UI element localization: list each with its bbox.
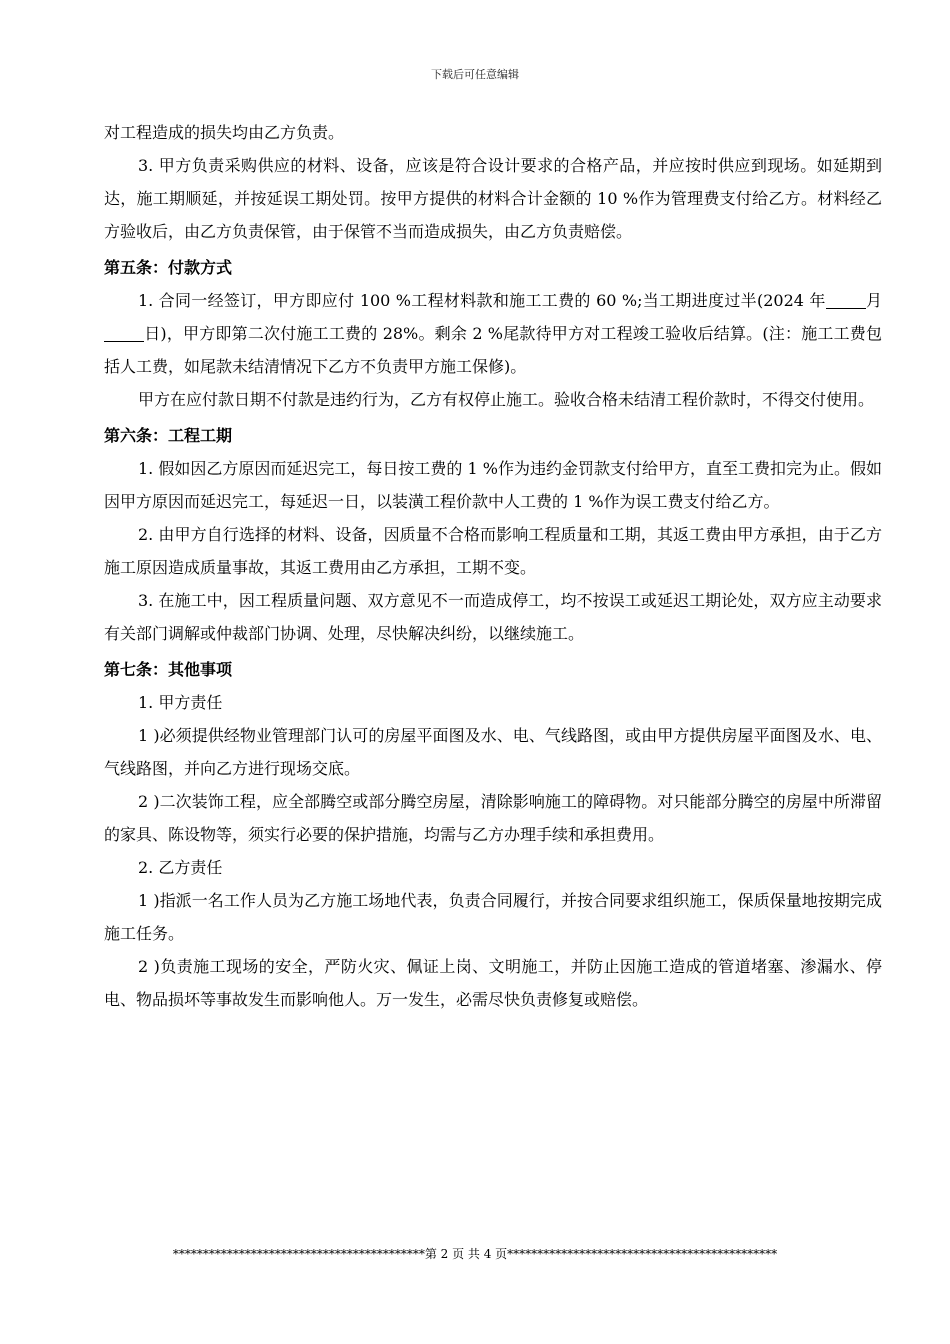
page-header: 下载后可任意编辑 xyxy=(431,68,519,81)
page-footer: ******************************************第 2 页 共 4 页********************************************* xyxy=(172,1247,778,1261)
paragraph: 2 )二次装饰工程，应全部腾空或部分腾空房屋，清除影响施工的障碍物。对只能部分腾空的房屋中所滞留的家具、陈设物等，须实行必要的保护措施，均需与乙方办理手续和承担费用。 xyxy=(104,792,882,844)
paragraph: 1 )指派一名工作人员为乙方施工场地代表，负责合同履行，并按合同要求组织施工，保质保量地按期完成施工任务。 xyxy=(104,891,882,943)
section-heading-6: 第六条：工程工期 xyxy=(104,426,233,445)
document-body xyxy=(104,116,882,1016)
paragraph: 对工程造成的损失均由乙方负责。 xyxy=(104,123,345,142)
paragraph: 2. 乙方责任 xyxy=(138,858,223,877)
blank-day xyxy=(104,323,144,342)
paragraph-payment xyxy=(104,284,882,383)
text-segment: 日)，甲方即第二次付施工工费的 28%。剩余 2 %尾款待甲方对工程竣工验收后结算。(注：施工工费包括人工费，如尾款未结清情况下乙方不负责甲方施工保修)。 xyxy=(104,324,882,376)
text-segment: 1. 合同一经签订，甲方即应付 100 %工程材料款和施工工费的 60 %;当工期进度过半(2024 年 xyxy=(138,291,826,310)
section-heading-5: 第五条：付款方式 xyxy=(104,258,233,277)
paragraph: 2 )负责施工现场的安全，严防火灾、佩证上岗、文明施工，并防止因施工造成的管道堵塞、渗漏水、停电、物品损坏等事故发生而影响他人。万一发生，必需尽快负责修复或赔偿。 xyxy=(104,957,882,1009)
text-segment: 月 xyxy=(865,291,882,310)
section-heading-7: 第七条：其他事项 xyxy=(104,660,233,679)
paragraph: 甲方在应付款日期不付款是违约行为，乙方有权停止施工。验收合格未结清工程价款时，不得交付使用。 xyxy=(138,390,875,409)
paragraph: 3. 在施工中，因工程质量问题、双方意见不一而造成停工，均不按误工或延迟工期论处，双方应主动要求有关部门调解或仲裁部门协调、处理，尽快解决纠纷，以继续施工。 xyxy=(104,591,882,643)
paragraph: 3. 甲方负责采购供应的材料、设备，应该是符合设计要求的合格产品，并应按时供应到现场。如延期到达，施工期顺延，并按延误工期处罚。按甲方提供的材料合计金额的 10 %作为管理费支付给乙方。材料经乙方验收后，由乙方负责保管，由于保管不当而造成损失，由乙方负责赔偿。 xyxy=(104,156,882,241)
paragraph: 1 )必须提供经物业管理部门认可的房屋平面图及水、电、气线路图，或由甲方提供房屋平面图及水、电、气线路图，并向乙方进行现场交底。 xyxy=(104,726,882,778)
paragraph: 1. 甲方责任 xyxy=(138,693,223,712)
paragraph: 2. 由甲方自行选择的材料、设备，因质量不合格而影响工程质量和工期，其返工费由甲方承担，由于乙方施工原因造成质量事故，其返工费用由乙方承担，工期不变。 xyxy=(104,525,882,577)
blank-month xyxy=(826,290,866,309)
paragraph: 1. 假如因乙方原因而延迟完工，每日按工费的 1 %作为违约金罚款支付给甲方，直至工费扣完为止。假如因甲方原因而延迟完工，每延迟一日，以装潢工程价款中人工费的 1 %作为误工费支付给乙方。 xyxy=(104,459,882,511)
